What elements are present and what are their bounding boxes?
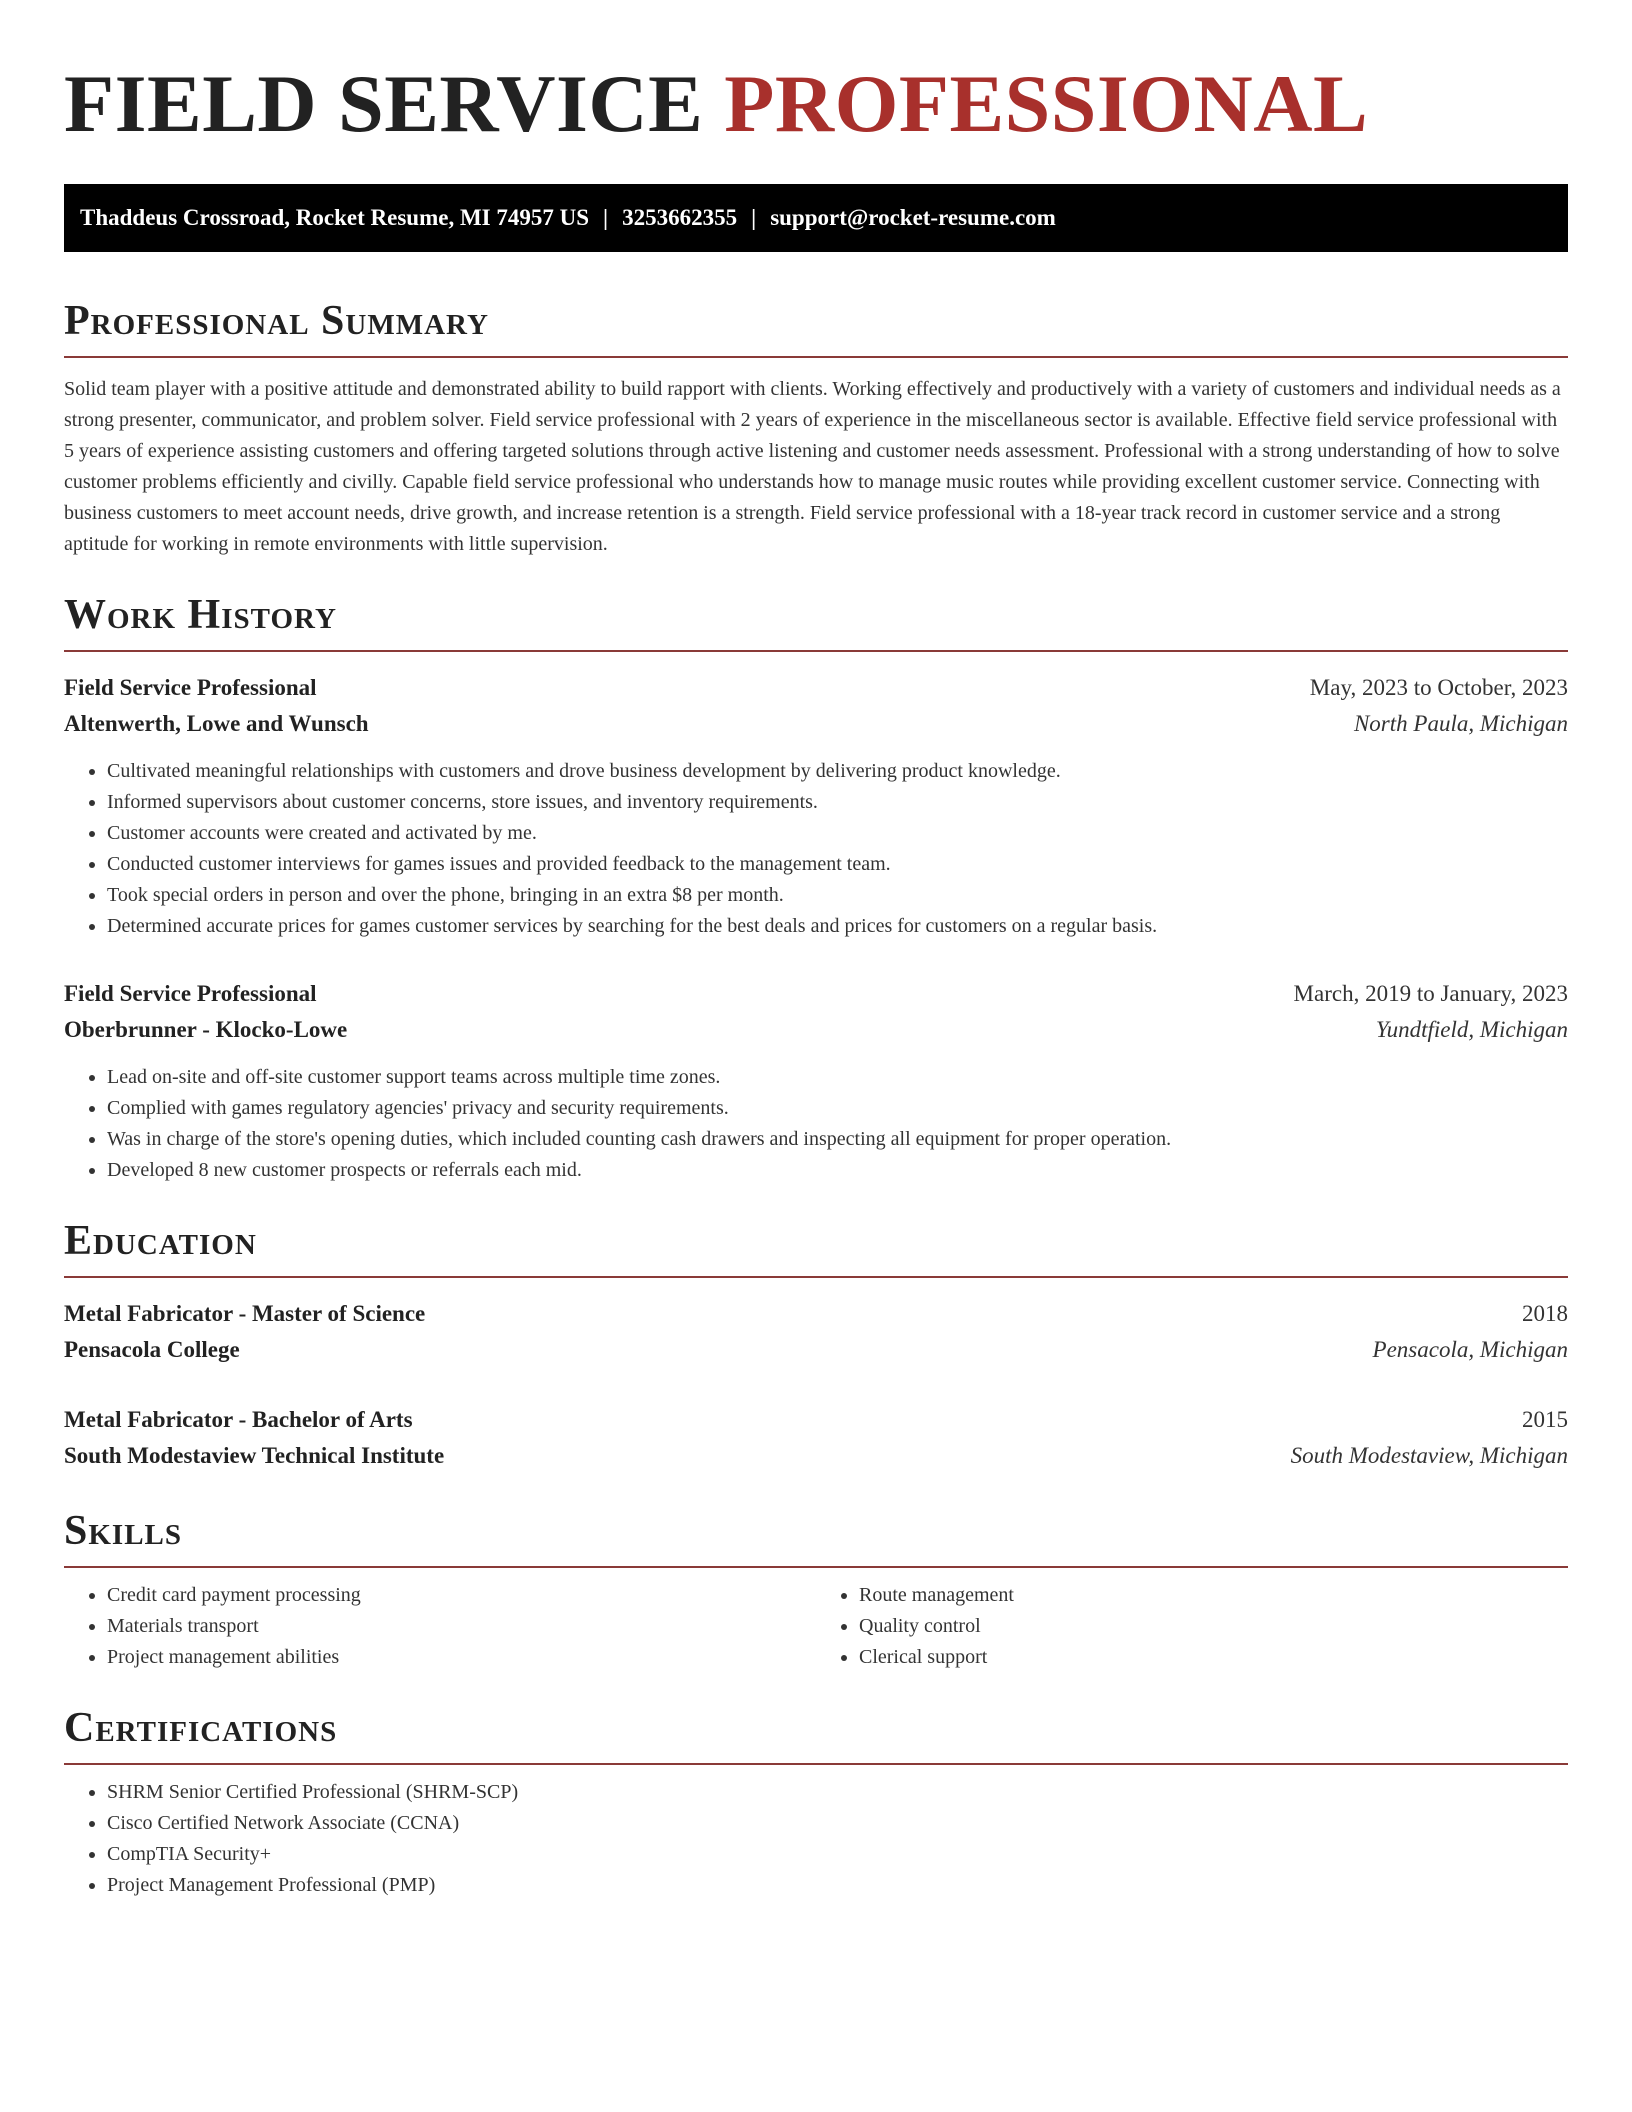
skills-column-right — [816, 1580, 1568, 1673]
skill-item: • Quality control — [859, 1611, 1568, 1642]
skill-item: • Clerical support — [859, 1642, 1568, 1673]
job-title: Field Service Professional — [64, 675, 317, 700]
section-divider — [64, 650, 1568, 652]
contact-address: Thaddeus Crossroad, Rocket Resume, MI 74957 US — [80, 205, 590, 230]
skill-item: • Route management — [859, 1580, 1568, 1611]
contact-separator: | — [751, 205, 757, 230]
education-year: 2015 — [1522, 1407, 1568, 1432]
education-degree: Metal Fabricator - Master of Science — [64, 1301, 426, 1326]
skills-column-left — [64, 1580, 816, 1673]
education-location: South Modestaview, Michigan — [1290, 1443, 1568, 1468]
job-entry — [64, 976, 1568, 1186]
certification-item: • Cisco Certified Network Associate (CCNA) — [107, 1808, 1568, 1839]
education-school: South Modestaview Technical Institute — [64, 1443, 445, 1468]
job-dates: March, 2019 to January, 2023 — [1293, 981, 1568, 1006]
work-history-section — [64, 590, 1568, 1186]
list-item: • Customer accounts were created and activated by me. — [107, 818, 1568, 849]
name-part-1: FIELD SERVICE — [64, 58, 704, 149]
list-item: • Cultivated meaningful relationships with customers and drove business development by delivering product knowledge. — [107, 756, 1568, 787]
job-location: North Paula, Michigan — [1353, 711, 1568, 736]
resume-name-heading — [64, 0, 1568, 150]
education-school: Pensacola College — [64, 1337, 240, 1362]
list-item: • Complied with games regulatory agencies' privacy and security requirements. — [107, 1093, 1568, 1124]
job-location: Yundtfield, Michigan — [1375, 1017, 1568, 1042]
education-entry — [64, 1402, 1568, 1474]
list-item: • Was in charge of the store's opening duties, which included counting cash drawers and inspecting all equipment for proper operation. — [107, 1124, 1568, 1155]
section-title-summary: Professional Summary — [64, 298, 489, 344]
job-bullets — [64, 756, 1568, 942]
list-item: • Developed 8 new customer prospects or referrals each mid. — [107, 1155, 1568, 1186]
certification-item: • SHRM Senior Certified Professional (SHRM-SCP) — [107, 1777, 1568, 1808]
section-title-skills: Skills — [64, 1508, 183, 1554]
skills-list — [816, 1580, 1568, 1673]
skills-list — [64, 1580, 816, 1673]
job-company: Altenwerth, Lowe and Wunsch — [64, 711, 369, 736]
name-part-2: PROFESSIONAL — [724, 58, 1369, 149]
education-degree: Metal Fabricator - Bachelor of Arts — [64, 1407, 413, 1432]
section-divider — [64, 1763, 1568, 1765]
job-title: Field Service Professional — [64, 981, 317, 1006]
skill-item: • Materials transport — [107, 1611, 816, 1642]
section-divider — [64, 1566, 1568, 1568]
section-title-education: Education — [64, 1218, 257, 1264]
contact-phone: 3253662355 — [622, 205, 738, 230]
skill-item: • Credit card payment processing — [107, 1580, 816, 1611]
contact-bar — [64, 184, 1568, 252]
skills-grid — [64, 1580, 1568, 1673]
list-item: • Determined accurate prices for games customer services by searching for the best deals and prices for customers on a regular basis. — [107, 911, 1568, 942]
certification-item: • Project Management Professional (PMP) — [107, 1870, 1568, 1901]
list-item: • Took special orders in person and over the phone, bringing in an extra $8 per month. — [107, 880, 1568, 911]
education-section — [64, 1216, 1568, 1474]
education-entry — [64, 1296, 1568, 1368]
certifications-section — [64, 1703, 1568, 1901]
section-title-certifications: Certifications — [64, 1705, 338, 1751]
certification-item: • CompTIA Security+ — [107, 1839, 1568, 1870]
skill-item: • Project management abilities — [107, 1642, 816, 1673]
section-divider — [64, 1276, 1568, 1278]
list-item: • Lead on-site and off-site customer support teams across multiple time zones. — [107, 1062, 1568, 1093]
job-bullets — [64, 1062, 1568, 1186]
professional-summary-section — [64, 296, 1568, 560]
contact-separator: | — [603, 205, 609, 230]
education-location: Pensacola, Michigan — [1372, 1337, 1568, 1362]
skills-section — [64, 1506, 1568, 1673]
education-year: 2018 — [1522, 1301, 1568, 1326]
section-title-work-history: Work History — [64, 592, 337, 638]
list-item: • Informed supervisors about customer concerns, store issues, and inventory requirements. — [107, 787, 1568, 818]
job-company: Oberbrunner - Klocko-Lowe — [64, 1017, 348, 1042]
certifications-list — [64, 1777, 1568, 1901]
contact-email: support@rocket-resume.com — [770, 205, 1056, 230]
job-dates: May, 2023 to October, 2023 — [1309, 675, 1568, 700]
job-entry — [64, 670, 1568, 942]
summary-text: Solid team player with a positive attitude and demonstrated ability to build rapport with clients. Working effectively and productively with a variety of customers and individual needs as a strong presenter, communicator, and problem solver. Field service professional with 2 years of experience in the miscellaneous sector is available. Effective field service professional with 5 years of experience assisting customers and offering targeted solutions through active listening and customer needs assessment. Professional with a strong understanding of how to solve customer problems efficiently and civilly. Capable field service professional who understands how to manage music routes while providing excellent customer service. Connecting with business customers to meet account needs, drive growth, and increase retention is a strength. Field service professional with a 18-year track record in customer service and a strong aptitude for working in remote environments with little supervision. — [64, 378, 1561, 555]
list-item: • Conducted customer interviews for games issues and provided feedback to the management team. — [107, 849, 1568, 880]
section-divider — [64, 356, 1568, 358]
